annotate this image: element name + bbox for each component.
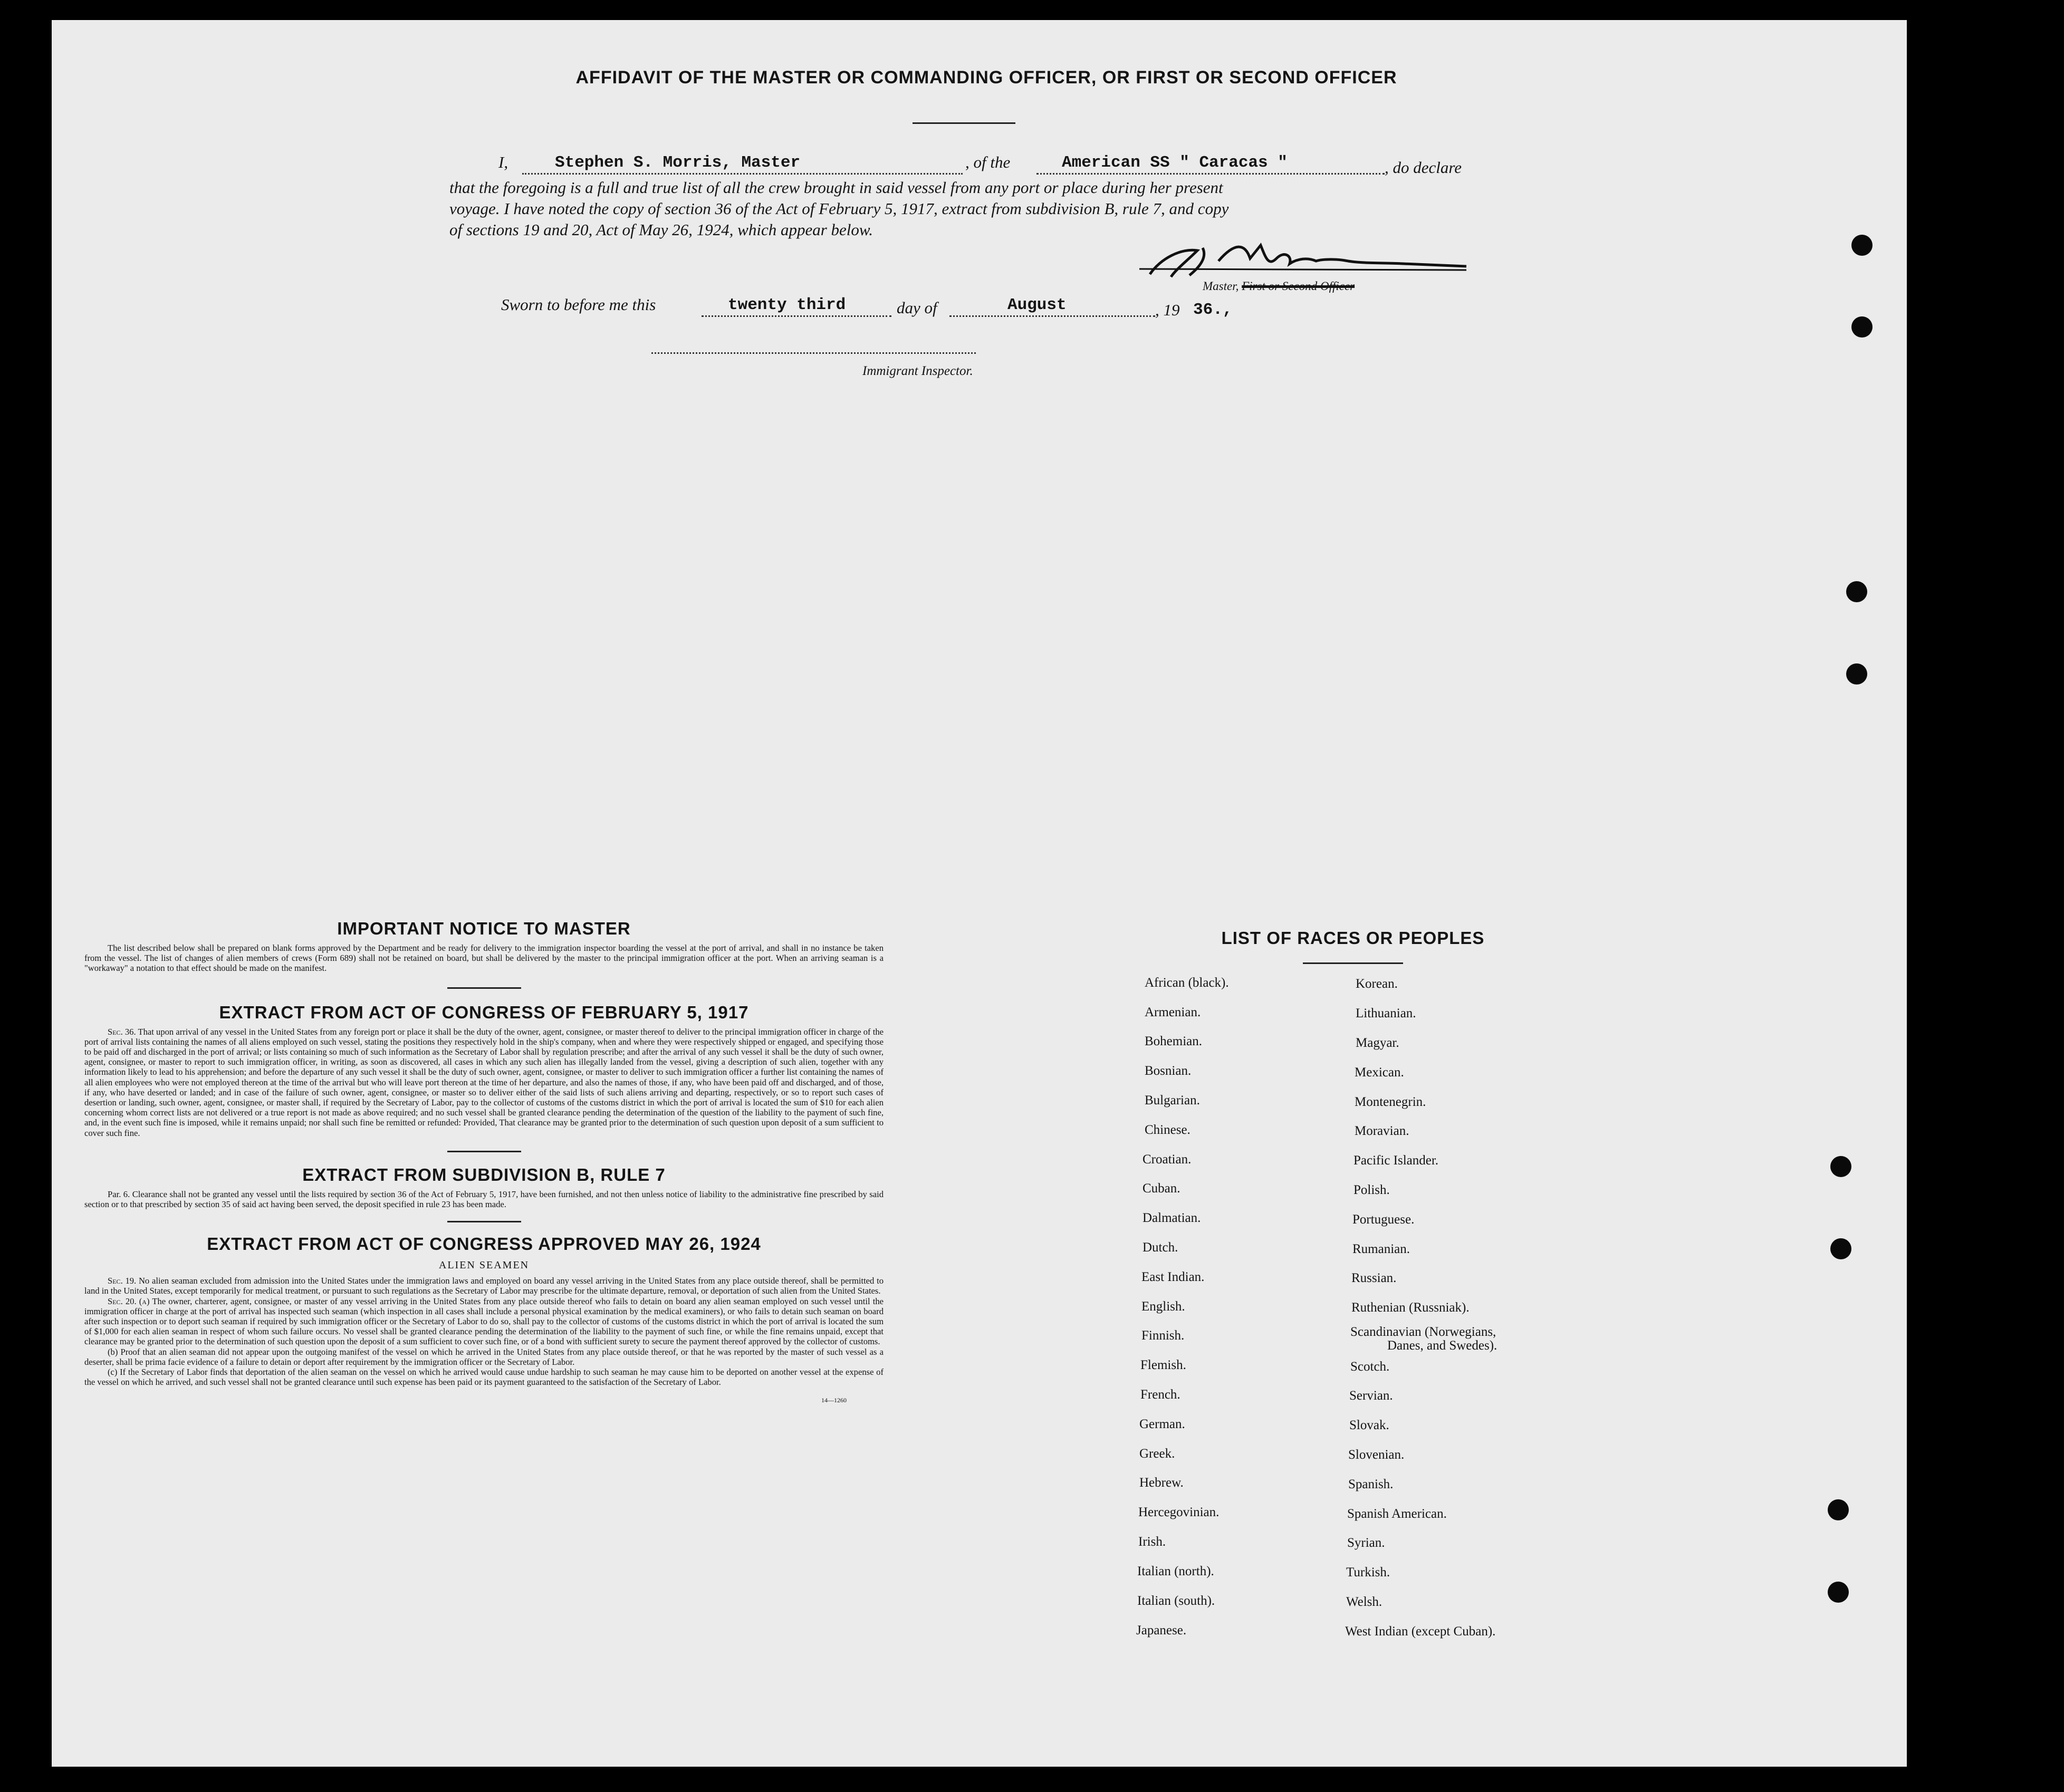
race-item: Moravian. xyxy=(1355,1124,1409,1138)
sworn-month-field xyxy=(949,291,1155,317)
do-declare-label: , do declare xyxy=(1385,158,1462,177)
race-item: Dalmatian. xyxy=(1143,1211,1201,1225)
race-item: Syrian. xyxy=(1347,1536,1385,1550)
race-item: West Indian (except Cuban). xyxy=(1345,1624,1496,1639)
race-item: Italian (north). xyxy=(1137,1564,1214,1578)
race-item: Spanish. xyxy=(1348,1477,1394,1491)
i-label: I, xyxy=(498,153,508,171)
race-item: Flemish. xyxy=(1140,1358,1186,1372)
section-divider xyxy=(447,987,521,989)
signature xyxy=(1139,237,1477,285)
race-item: Japanese. xyxy=(1136,1623,1187,1637)
day-of-label: day of xyxy=(897,298,937,317)
extract-1924-sec20b: (b) Proof that an alien seaman did not appear upon the outgoing manifest of the vessel on which he arrived in the United States from any place outside thereof, or that he was reported by the master of such vessel as a deserter, shall be prima facie evidence of a failure to detain or deport after requirement by the immigration officer or the Secretary of Labor. xyxy=(84,1346,884,1367)
extract-1924-sec20c: (c) If the Secretary of Labor finds that deportation of the alien seaman on the vessel on which he arrived would cause undue hardship to such seaman he may cause him to be deported on another vessel at the expense of the vessel on which he arrived, and such vessel shall not be granted clearance until such expense has been paid or its payment guaranteed to the satisfaction of the Secretary of Labor. xyxy=(84,1367,884,1388)
sworn-day: twenty third xyxy=(728,296,846,314)
binder-hole xyxy=(1830,1238,1851,1259)
sec20-label: Sec. 20. (a) xyxy=(108,1296,150,1306)
inspector-label: Immigrant Inspector. xyxy=(862,364,973,378)
race-item: Rumanian. xyxy=(1352,1242,1410,1256)
extract-1917-text: That upon arrival of any vessel in the United States from any foreign port or place it shall be the duty of the owner, agent, consignee, or master thereof to deliver to the principal immigration officer in charge of the port of arrival lists containing the names of all aliens employed on such vessel, stating the positions they respectively hold in the ship's company, when and where they were respectively shipped or engaged, and specifying those to be paid off and discharged in the port of arrival; or lists containing so much of such information as the Secretary of Labor shall by regulation prescribe; and after the arrival of any such vessel it shall be the duty of such owner, agent, consignee, or master to report to such immigration officer, in writing, as soon as discovered, all cases in which any such alien has illegally landed from the vessel, giving a description of such alien, together with any information likely to lead to his apprehension; and before the departure of any such vessel it shall be the duty of such owner, agent, consignee, or master to deliver to such immigration officer a further list containing the names of all alien employees who were not employed thereon at the time of the arrival but who will leave port thereon at the time of her departure, and also the names of those, if any, who have been paid off and discharged, and of those, if any, who have deserted or landed; and in case of the failure of such owner, agent, consignee, or master so to deliver either of the said lists of such aliens arriving and departing, respectively, or so to report such cases of desertion or landing, such owner, agent, consignee, or master shall, if required by the Secretary of Labor, pay to the collector of customs of the customs district in which the port of arrival is located the sum of $10 for each alien concerning whom correct lists are not delivered or a true report is not made as above required; and no such vessel shall be granted clearance pending the determination of the question of the liability to the payment of such fine, and, in the event such fine is imposed, while it remains unpaid; nor shall such fine be remitted or refunded: Provided, That clearance may be granted prior to the determination of such question upon deposit of a sum sufficient to cover such fine. xyxy=(84,1026,884,1138)
race-item: Montenegrin. xyxy=(1355,1095,1426,1109)
signature-title: Master, xyxy=(1203,280,1242,293)
race-item: Ruthenian (Russniak). xyxy=(1351,1300,1470,1315)
sec19-label: Sec. 19. xyxy=(108,1276,137,1286)
master-name: Stephen S. Morris, Master xyxy=(555,153,801,172)
race-item: Slovenian. xyxy=(1348,1448,1405,1462)
sec19-text: No alien seaman excluded from admission into the United States under the immigration laws and employed on board any vessel arriving in the United States from any place outside thereof, shall be permitted to land in the United States, except temporarily for medical treatment, or pursuant to such regulations as the Secretary of Labor may prescribe for the ultimate departure, removal, or deportation of such alien from the United States. xyxy=(84,1276,884,1296)
extract-1924-sec20a xyxy=(84,1296,884,1347)
year-suffix: 36., xyxy=(1193,301,1233,319)
vessel-field xyxy=(1036,149,1385,175)
race-item: Welsh. xyxy=(1346,1595,1383,1609)
section-divider xyxy=(447,1221,521,1222)
sworn-label: Sworn to before me this xyxy=(501,295,656,314)
affidavit-line-2: that the foregoing is a full and true list of all the crew brought in said vessel from any port or place during her present xyxy=(449,178,1223,197)
race-item: African (black). xyxy=(1145,976,1229,990)
extract-1917-sec: Sec. 36. xyxy=(108,1026,136,1037)
binder-hole xyxy=(1846,663,1867,685)
race-item: Armenian. xyxy=(1145,1005,1201,1019)
sworn-month: August xyxy=(1007,296,1067,314)
race-item: Scandinavian (Norwegians, xyxy=(1350,1325,1496,1339)
race-item: Croatian. xyxy=(1143,1152,1192,1167)
affidavit-line-4: of sections 19 and 20, Act of May 26, 1924, which appear below. xyxy=(449,220,873,239)
race-item: Polish. xyxy=(1353,1183,1390,1197)
race-item: Hebrew. xyxy=(1139,1476,1184,1490)
race-item: Finnish. xyxy=(1141,1328,1185,1343)
race-item: Lithuanian. xyxy=(1356,1006,1416,1020)
race-item: Bulgarian. xyxy=(1145,1093,1200,1107)
binder-hole xyxy=(1851,316,1873,338)
race-item: Spanish American. xyxy=(1347,1507,1447,1521)
race-item: Cuban. xyxy=(1143,1181,1180,1196)
notice-text: The list described below shall be prepared on blank forms approved by the Department and be ready for delivery to the immigration inspector boarding the vessel at the port of arrival, and shall in no instance be taken from the vessel. The list of changes of alien members of crews (Form 689) shall not be retained on board, but shall be delivered by the master to the principal immigration officer at the port. When an arriving seaman is a "workaway" a notation to that effect should be made on the manifest. xyxy=(84,943,884,974)
race-item: Dutch. xyxy=(1143,1240,1178,1255)
race-item: German. xyxy=(1139,1417,1185,1431)
race-item: Turkish. xyxy=(1346,1565,1390,1579)
signature-struck-title: First or Second Officer xyxy=(1242,280,1355,293)
race-item: Korean. xyxy=(1356,977,1398,991)
form-number: 14—1260 xyxy=(821,1396,847,1404)
race-item: Portuguese. xyxy=(1352,1212,1415,1227)
race-item: Russian. xyxy=(1351,1271,1397,1285)
affidavit-line-3: voyage. I have noted the copy of section 36 of the Act of February 5, 1917, extract from subdivision B, rule 7, and copy xyxy=(449,199,1229,218)
extract-1924-sec19 xyxy=(84,1276,884,1296)
signature-caption xyxy=(1203,280,1355,293)
of-the-label: , of the xyxy=(965,153,1011,171)
race-item: Chinese. xyxy=(1145,1123,1191,1137)
race-item: Bosnian. xyxy=(1145,1064,1192,1078)
race-item: Pacific Islander. xyxy=(1353,1153,1439,1168)
binder-hole xyxy=(1851,235,1873,256)
race-item: Servian. xyxy=(1349,1389,1393,1403)
race-item: Greek. xyxy=(1139,1447,1175,1461)
extract-1917-paragraph xyxy=(84,1027,884,1138)
race-item: Bohemian. xyxy=(1145,1034,1203,1048)
binder-hole xyxy=(1828,1499,1849,1520)
races-divider xyxy=(1303,962,1403,964)
race-item: Slovak. xyxy=(1349,1418,1389,1432)
extract-1924-subtitle: ALIEN SEAMEN xyxy=(438,1259,530,1271)
race-item: Hercegovinian. xyxy=(1138,1505,1220,1519)
notice-column xyxy=(84,919,884,1404)
document-page xyxy=(52,20,1907,1767)
binder-hole xyxy=(1846,581,1867,602)
race-item: Magyar. xyxy=(1356,1036,1399,1050)
inspector-signature-line xyxy=(651,352,976,354)
year-prefix: , 19 xyxy=(1155,301,1180,319)
name-field xyxy=(522,149,963,175)
title-divider xyxy=(913,122,1015,124)
extract-rule7-title: EXTRACT FROM SUBDIVISION B, RULE 7 xyxy=(302,1164,666,1184)
race-item: Scotch. xyxy=(1350,1360,1390,1374)
affidavit-title: AFFIDAVIT OF THE MASTER OR COMMANDING OFFICER, OR FIRST OR SECOND OFFICER xyxy=(575,68,1397,88)
race-item: English. xyxy=(1141,1299,1185,1314)
extract-1924-title: EXTRACT FROM ACT OF CONGRESS APPROVED MAY 26, 1924 xyxy=(207,1234,761,1254)
sworn-day-field xyxy=(702,291,891,317)
race-item: French. xyxy=(1140,1388,1180,1402)
notice-title: IMPORTANT NOTICE TO MASTER xyxy=(337,919,631,938)
sec20a-text: The owner, charterer, agent, consignee, or master of any vessel arriving in the United States from any place outside thereof who fails to detain on board any alien seaman employed on such vessel until the immigration officer in charge at the port of arrival has inspected such seaman (which inspection in all cases shall include a personal physical examination by the medical examiners), or who fails to detain such seaman on board after such inspection or to deport such seaman if required by such immigration officer or the Secretary of Labor to do so, shall pay to the collector of customs of the customs district in which the port of arrival is located the sum of $1,000 for each alien seaman in respect of whom such failure occurs. No vessel shall be granted clearance pending the determination of the liability to the payment of such fine, or while the fine remains unpaid, except that clearance may be granted prior to the determination of such question upon the deposit of a sum sufficient to cover such fine, or of a bond with sufficient surety to secure the payment thereof approved by the collector of customs. xyxy=(84,1296,884,1347)
race-item: Danes, and Swedes). xyxy=(1387,1338,1497,1353)
section-divider xyxy=(447,1151,521,1152)
race-item: East Indian. xyxy=(1141,1270,1205,1284)
race-item: Irish. xyxy=(1138,1535,1166,1549)
extract-rule7-text: Par. 6. Clearance shall not be granted any vessel until the lists required by section 36 of the Act of February 5, 1917, have been furnished, and not then unless notice of liability to the administrative fine prescribed by said section or to that prescribed by section 35 of said act having been served, the deposit specified in rule 23 has been made. xyxy=(84,1189,884,1210)
binder-hole xyxy=(1830,1156,1851,1177)
binder-hole xyxy=(1828,1582,1849,1603)
race-item: Italian (south). xyxy=(1137,1594,1215,1608)
extract-1917-title: EXTRACT FROM ACT OF CONGRESS OF FEBRUARY 5, 1917 xyxy=(219,1002,749,1022)
race-item: Mexican. xyxy=(1355,1065,1404,1080)
races-title: LIST OF RACES OR PEOPLES xyxy=(1221,928,1485,948)
vessel-name: American SS " Caracas " xyxy=(1062,153,1288,172)
